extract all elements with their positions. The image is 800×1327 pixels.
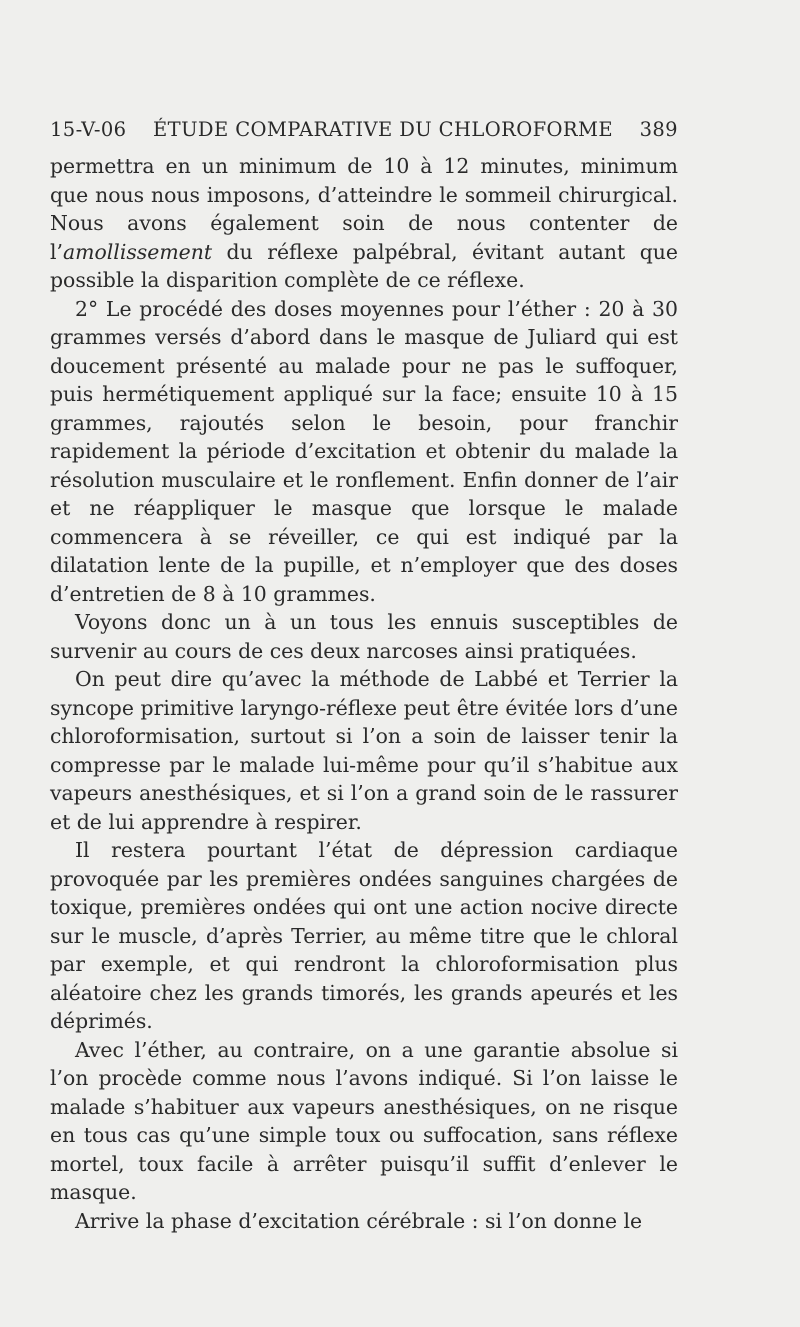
header-date: 15-V-06 (50, 118, 127, 141)
paragraph-7: Arrive la phase d’excitation cérébrale : si l’on donne le (75, 1208, 643, 1233)
header-title: ÉTUDE COMPARATIVE DU CHLOROFORME (153, 118, 613, 141)
page-body (50, 152, 678, 1235)
paragraph-1: permettra en un minimum de 10 à 12 minutes, minimum que nous nous imposons, d’atteindre le sommeil chirurgical. Nous avons également soin de nous contenter de l’amollissement du réflexe palpébral, évitant autant que possible la disparition complète de ce réflexe. (50, 154, 678, 292)
paragraph-2: 2° Le procédé des doses moyennes pour l’éther : 20 à 30 grammes versés d’abord dans le masque de Juliard qui est doucement présenté au malade pour ne pas le suffoquer, puis hermétiquement appliqué sur la face; ensuite 10 à 15 grammes, rajoutés selon le besoin, pour franchir rapidement la période d’excitation et obtenir du malade la résolution musculaire et le ronflement. Enfin donner de l’air et ne réappliquer le masque que lorsque le malade commencera à se réveiller, ce qui est indiqué par la dilatation lente de la pupille, et n’employer que des doses d’entretien de 8 à 10 grammes. (50, 296, 678, 606)
paragraph-3: Voyons donc un à un tous les ennuis susceptibles de survenir au cours de ces deux narcoses ainsi pratiquées. (50, 610, 678, 663)
paragraph-4: On peut dire qu’avec la méthode de Labbé et Terrier la syncope primitive laryngo-réflexe peut être évitée lors d’une chloroformisation, surtout si l’on a soin de laisser tenir la compresse par le malade lui-même pour qu’il s’habitue aux vapeurs anesthésiques, et si l’on a grand soin de le rassurer et de lui apprendre à respirer. (50, 667, 678, 834)
paragraph-5: Il restera pourtant l’état de dépression cardiaque provoquée par les premières ondées sanguines chargées de toxique, premières ondées qui ont une action nocive directe sur le muscle, d’après Terrier, au même titre que le chloral par exemple, et qui rendront la chloroformisation plus aléatoire chez les grands timorés, les grands apeurés et les déprimés. (50, 838, 678, 1033)
running-header (50, 118, 678, 152)
page-number: 389 (639, 118, 678, 141)
paragraph-6: Avec l’éther, au contraire, on a une garantie absolue si l’on procède comme nous l’avons indiqué. Si l’on laisse le malade s’habituer aux vapeurs anesthésiques, on ne risque en tous cas qu’une simple toux ou suffocation, sans réflexe mortel, toux facile à arrêter puisqu’il suffit d’enlever le masque. (50, 1037, 678, 1204)
emphasis-term: amollissement (63, 239, 213, 264)
